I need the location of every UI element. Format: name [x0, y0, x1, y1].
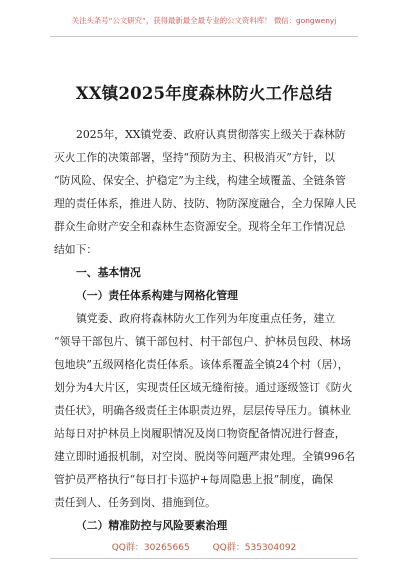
subsection-heading: （二）精准防控与风险要素治理 — [76, 519, 228, 532]
document-title: XX镇2025年度森林防火工作总结 — [75, 84, 333, 103]
intro-line: 灭火工作的决策部署，坚持“预防为主、积极消灭”方针，以 — [54, 151, 335, 164]
intro-line: “防风险、保安全、护稳定”为主线，构建全域覆盖、全链条管 — [54, 174, 346, 187]
footer-divider — [50, 558, 358, 559]
page-header — [0, 0, 408, 40]
body-line: “领导干部包片、镇干部包村、村干部包户、护林员包段、林场 — [54, 335, 352, 348]
footer-qq-group-1: QQ群：30265665 — [111, 543, 190, 553]
intro-line: 理的责任体系，推进人防、技防、物防深度融合，全力保障人民 — [54, 197, 357, 210]
body-line: 建立即时通报机制，对空岗、脱岗等问题严肃处理。全镇996名 — [54, 450, 356, 463]
subsection-heading: （一）责任体系构建与网格化管理 — [76, 289, 238, 302]
body-line: 站每日对护林员上岗履职情况及岗口物资配备情况进行督查， — [54, 427, 346, 440]
body-line: 责任状》，明确各级责任主体职责边界，层层传导压力。镇林业 — [54, 404, 351, 417]
body-line: 责任到人、任务到岗、措施到位。 — [54, 496, 216, 509]
intro-line: 群众生命财产安全和森林生态资源安全。现将全年工作情况总 — [54, 220, 346, 233]
body-line: 镇党委、政府将森林防火工作列为年度重点任务，建立 — [76, 312, 336, 325]
intro-line: 2025年，XX镇党委、政府认真贯彻落实上级关于森林防 — [76, 128, 346, 141]
section-heading: 一、基本情况 — [76, 266, 141, 279]
header-divider — [50, 36, 358, 37]
intro-line: 结如下： — [54, 243, 98, 256]
footer-qq-group-2: QQ群：535304092 — [212, 543, 297, 553]
body-line: 管护员严格执行“每日打卡巡护+每周隐患上报”制度，确保 — [54, 473, 334, 486]
header-note: 关注头条号“公文研究”，获得最新最全最专业的公文资料库！ 微信：gongwenyj — [71, 16, 337, 25]
body-line: 包地块”五级网格化责任体系。该体系覆盖全镇24个村（居）， — [54, 358, 349, 371]
body-line: 划分为4大片区，实现责任区域无缝衔接。通过逐级签订《防火 — [54, 381, 353, 394]
page-footer — [0, 540, 408, 553]
